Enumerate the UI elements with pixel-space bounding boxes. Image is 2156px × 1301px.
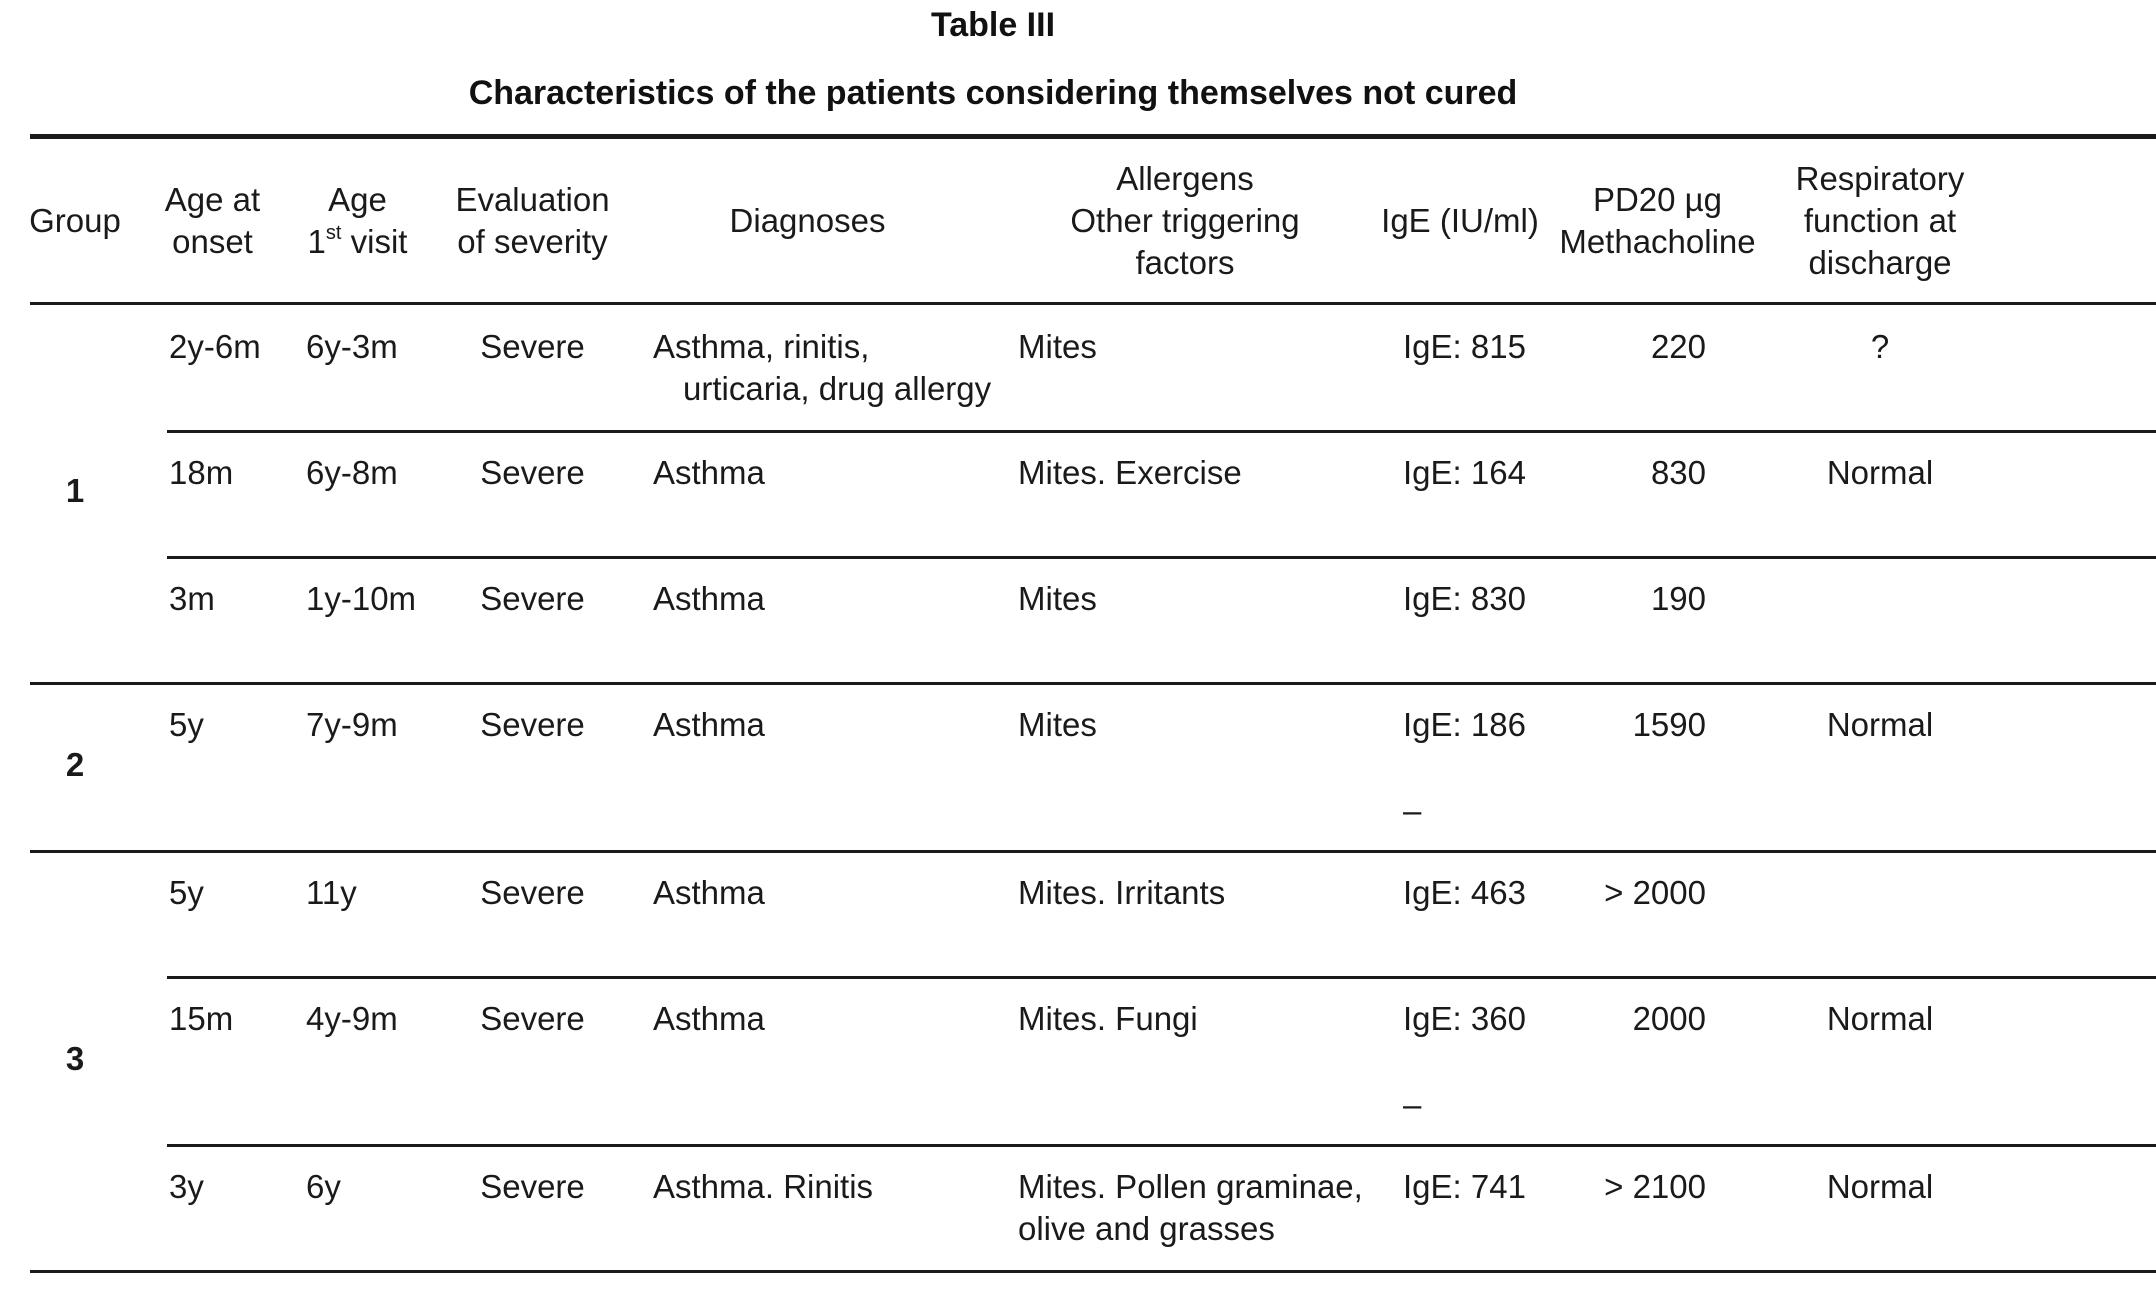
header-rule [30, 302, 2156, 305]
cell-severity: Severe [480, 706, 585, 743]
header-age-visit [290, 179, 425, 263]
header-allergens-line3: factors [1135, 244, 1235, 281]
cell-visit: 4y-9m [306, 1000, 398, 1037]
header-severity [445, 179, 620, 263]
cell-visit: 6y-8m [306, 454, 398, 491]
cell-diagnosis: Asthma. Rinitis [653, 1168, 874, 1205]
header-resp-line2: function at [1803, 202, 1957, 239]
cell-allergens: Mites. Exercise [1018, 454, 1242, 491]
group-divider [30, 850, 2156, 853]
header-group [15, 200, 135, 242]
cell-ige: IgE: 360 [1403, 1000, 1526, 1037]
header-ige-label: IgE (IU/ml) [1381, 202, 1539, 239]
cell-severity: Severe [480, 328, 585, 365]
cell-diagnosis: Asthma [653, 1000, 765, 1037]
cell-diagnosis: Asthma, rinitis, [653, 328, 870, 365]
cell-pd20: 1590 [1632, 706, 1706, 743]
header-allergens [1045, 158, 1325, 284]
header-severity-line2: of severity [457, 223, 608, 260]
cell-pd20: > 2100 [1604, 1168, 1706, 1205]
header-age-onset [150, 179, 275, 263]
bottom-rule [30, 1270, 2156, 1273]
cell-pd20: 2000 [1632, 1000, 1706, 1037]
cell-severity: Severe [480, 874, 585, 911]
cell-severity: Severe [480, 580, 585, 617]
cell-respiratory: ? [1870, 328, 1890, 365]
cell-allergens: Mites [1018, 706, 1097, 743]
header-diagnoses-label: Diagnoses [729, 202, 886, 239]
cell-allergens: Mites. Irritants [1018, 874, 1226, 911]
cell-diagnosis: Asthma [653, 454, 765, 491]
cell-diagnosis: Asthma [653, 706, 765, 743]
cell-diagnosis: Asthma [653, 874, 765, 911]
cell-ige: IgE: 463 [1403, 874, 1526, 911]
cell-pd20: 220 [1650, 328, 1706, 365]
cell-onset: 18m [169, 454, 234, 491]
cell-pd20: > 2000 [1604, 874, 1706, 911]
cell-ige: IgE: 830 [1403, 580, 1526, 617]
header-allergens-line1: Allergens [1116, 160, 1254, 197]
group-divider [30, 682, 2156, 685]
cell-onset: 5y [169, 874, 204, 911]
cell-onset: 3m [169, 580, 215, 617]
cell-allergens-line2: olive and grasses [1018, 1210, 1275, 1247]
cell-ige: IgE: 815 [1403, 328, 1526, 365]
cell-pd20: 830 [1650, 454, 1706, 491]
group-label: 3 [65, 1040, 85, 1077]
header-age-onset-line1: Age at [164, 181, 261, 218]
table-subtitle: Characteristics of the patients considering themselves not cured [468, 74, 1518, 112]
cell-visit: 7y-9m [306, 706, 398, 743]
header-age-visit-sup: st [325, 222, 342, 244]
cell-allergens: Mites [1018, 580, 1097, 617]
cell-allergens: Mites [1018, 328, 1097, 365]
row-divider [167, 430, 2156, 433]
cell-ige: IgE: 741 [1403, 1168, 1526, 1205]
cell-diagnosis-line2: urticaria, drug allergy [683, 370, 992, 407]
cell-ige-dash: – [1403, 1086, 1422, 1123]
cell-ige-dash: – [1403, 792, 1422, 829]
cell-respiratory: Normal [1826, 706, 1934, 743]
cell-onset: 15m [169, 1000, 234, 1037]
header-pd20-line1: PD20 µg [1592, 181, 1723, 218]
top-rule [30, 134, 2156, 139]
cell-visit: 6y [306, 1168, 341, 1205]
header-resp-line1: Respiratory [1795, 160, 1965, 197]
cell-onset: 2y-6m [169, 328, 261, 365]
header-age-visit-line1: Age [328, 181, 387, 218]
cell-respiratory: Normal [1826, 1168, 1934, 1205]
cell-respiratory: Normal [1826, 454, 1934, 491]
group-label: 1 [65, 472, 85, 509]
row-divider [167, 976, 2156, 979]
header-diagnoses [650, 200, 965, 242]
header-severity-line1: Evaluation [455, 181, 610, 218]
cell-allergens: Mites. Fungi [1018, 1000, 1198, 1037]
cell-visit: 6y-3m [306, 328, 398, 365]
header-pd20-line2: Methacholine [1559, 223, 1756, 260]
cell-diagnosis: Asthma [653, 580, 765, 617]
header-group-label: Group [29, 202, 121, 239]
cell-visit: 11y [306, 874, 357, 911]
row-divider [167, 556, 2156, 559]
group-label: 2 [65, 746, 85, 783]
header-pd20 [1555, 179, 1760, 263]
header-resp-line3: discharge [1808, 244, 1952, 281]
header-respiratory [1780, 158, 1980, 284]
header-ige [1380, 200, 1540, 242]
cell-ige: IgE: 164 [1403, 454, 1526, 491]
header-age-visit-text: visit [341, 223, 408, 260]
cell-respiratory: Normal [1826, 1000, 1934, 1037]
row-divider [167, 1144, 2156, 1147]
header-age-visit-line2 [290, 221, 425, 263]
cell-severity: Severe [480, 454, 585, 491]
cell-severity: Severe [480, 1000, 585, 1037]
cell-pd20: 190 [1650, 580, 1706, 617]
header-age-visit-num: 1 [307, 223, 326, 260]
table-title: Table III [930, 6, 1056, 44]
header-age-onset-line2: onset [172, 223, 253, 260]
cell-allergens: Mites. Pollen graminae, [1018, 1168, 1363, 1205]
header-allergens-line2: Other triggering [1070, 202, 1300, 239]
cell-severity: Severe [480, 1168, 585, 1205]
cell-onset: 3y [169, 1168, 204, 1205]
cell-onset: 5y [169, 706, 204, 743]
cell-visit: 1y-10m [306, 580, 417, 617]
cell-ige: IgE: 186 [1403, 706, 1526, 743]
